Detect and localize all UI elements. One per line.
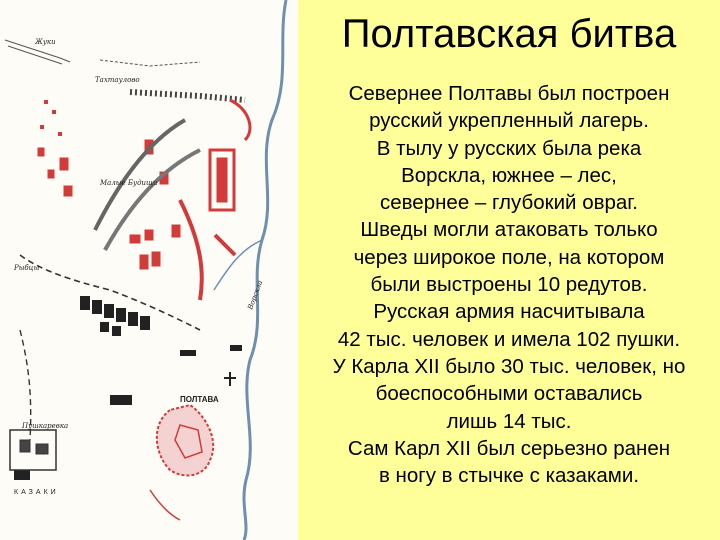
vorskla-river (244, 0, 286, 540)
south-line (150, 490, 180, 520)
cossack-markers (40, 100, 62, 136)
body-line: Шведы могли атаковать только (360, 218, 658, 242)
battle-map (0, 0, 298, 540)
body-line: У Карла XII было 30 тыс. человек, но (332, 354, 686, 378)
body-line: Севернее Полтавы был построен (348, 82, 670, 105)
body-line: Ворскла, южнее – лес, (401, 163, 617, 187)
slide-body (302, 80, 716, 489)
swedish-camp (10, 430, 56, 470)
text-panel (298, 0, 720, 540)
label-tahtaulovo: Тахтаулово (95, 76, 140, 84)
battle-map-drawing (0, 0, 298, 540)
body-line: были выстроены 10 редутов. (370, 273, 648, 297)
label-zhuki: Жуки (35, 38, 56, 46)
body-line: Сам Карл XII был серьезно ранен (347, 436, 671, 460)
label-rybtsy: Рыбцы (14, 264, 40, 272)
label-pushkarevka: Пушкаревка (22, 422, 69, 430)
label-maly-budishchi: Малые Будищи (100, 179, 158, 187)
label-poltava: ПОЛТАВА (180, 395, 219, 404)
label-kazaki: КАЗАКИ (14, 489, 59, 496)
body-line: Русская армия насчитывала (373, 300, 645, 324)
slide-title: Полтавская битва (341, 12, 677, 56)
body-line: 42 тыс. человек и имела 102 пушки. (337, 327, 681, 351)
swedish-route (20, 255, 200, 330)
body-line: русский укрепленный лагерь. (369, 109, 649, 133)
poltava-fortress (157, 405, 213, 475)
body-line: через широкое поле, на котором (353, 245, 665, 269)
forest-area (5, 40, 245, 100)
label-vorskla: Ворскла (246, 279, 265, 311)
body-line: боеспособными оставались (375, 382, 643, 406)
body-line: В тылу у русских была река (376, 136, 642, 160)
body-line: лишь 14 тыс. (446, 409, 572, 433)
body-line: в ногу в стычке с казаками. (378, 464, 640, 488)
body-line: севернее – глубокий овраг. (380, 191, 638, 215)
church-marker (224, 372, 236, 386)
